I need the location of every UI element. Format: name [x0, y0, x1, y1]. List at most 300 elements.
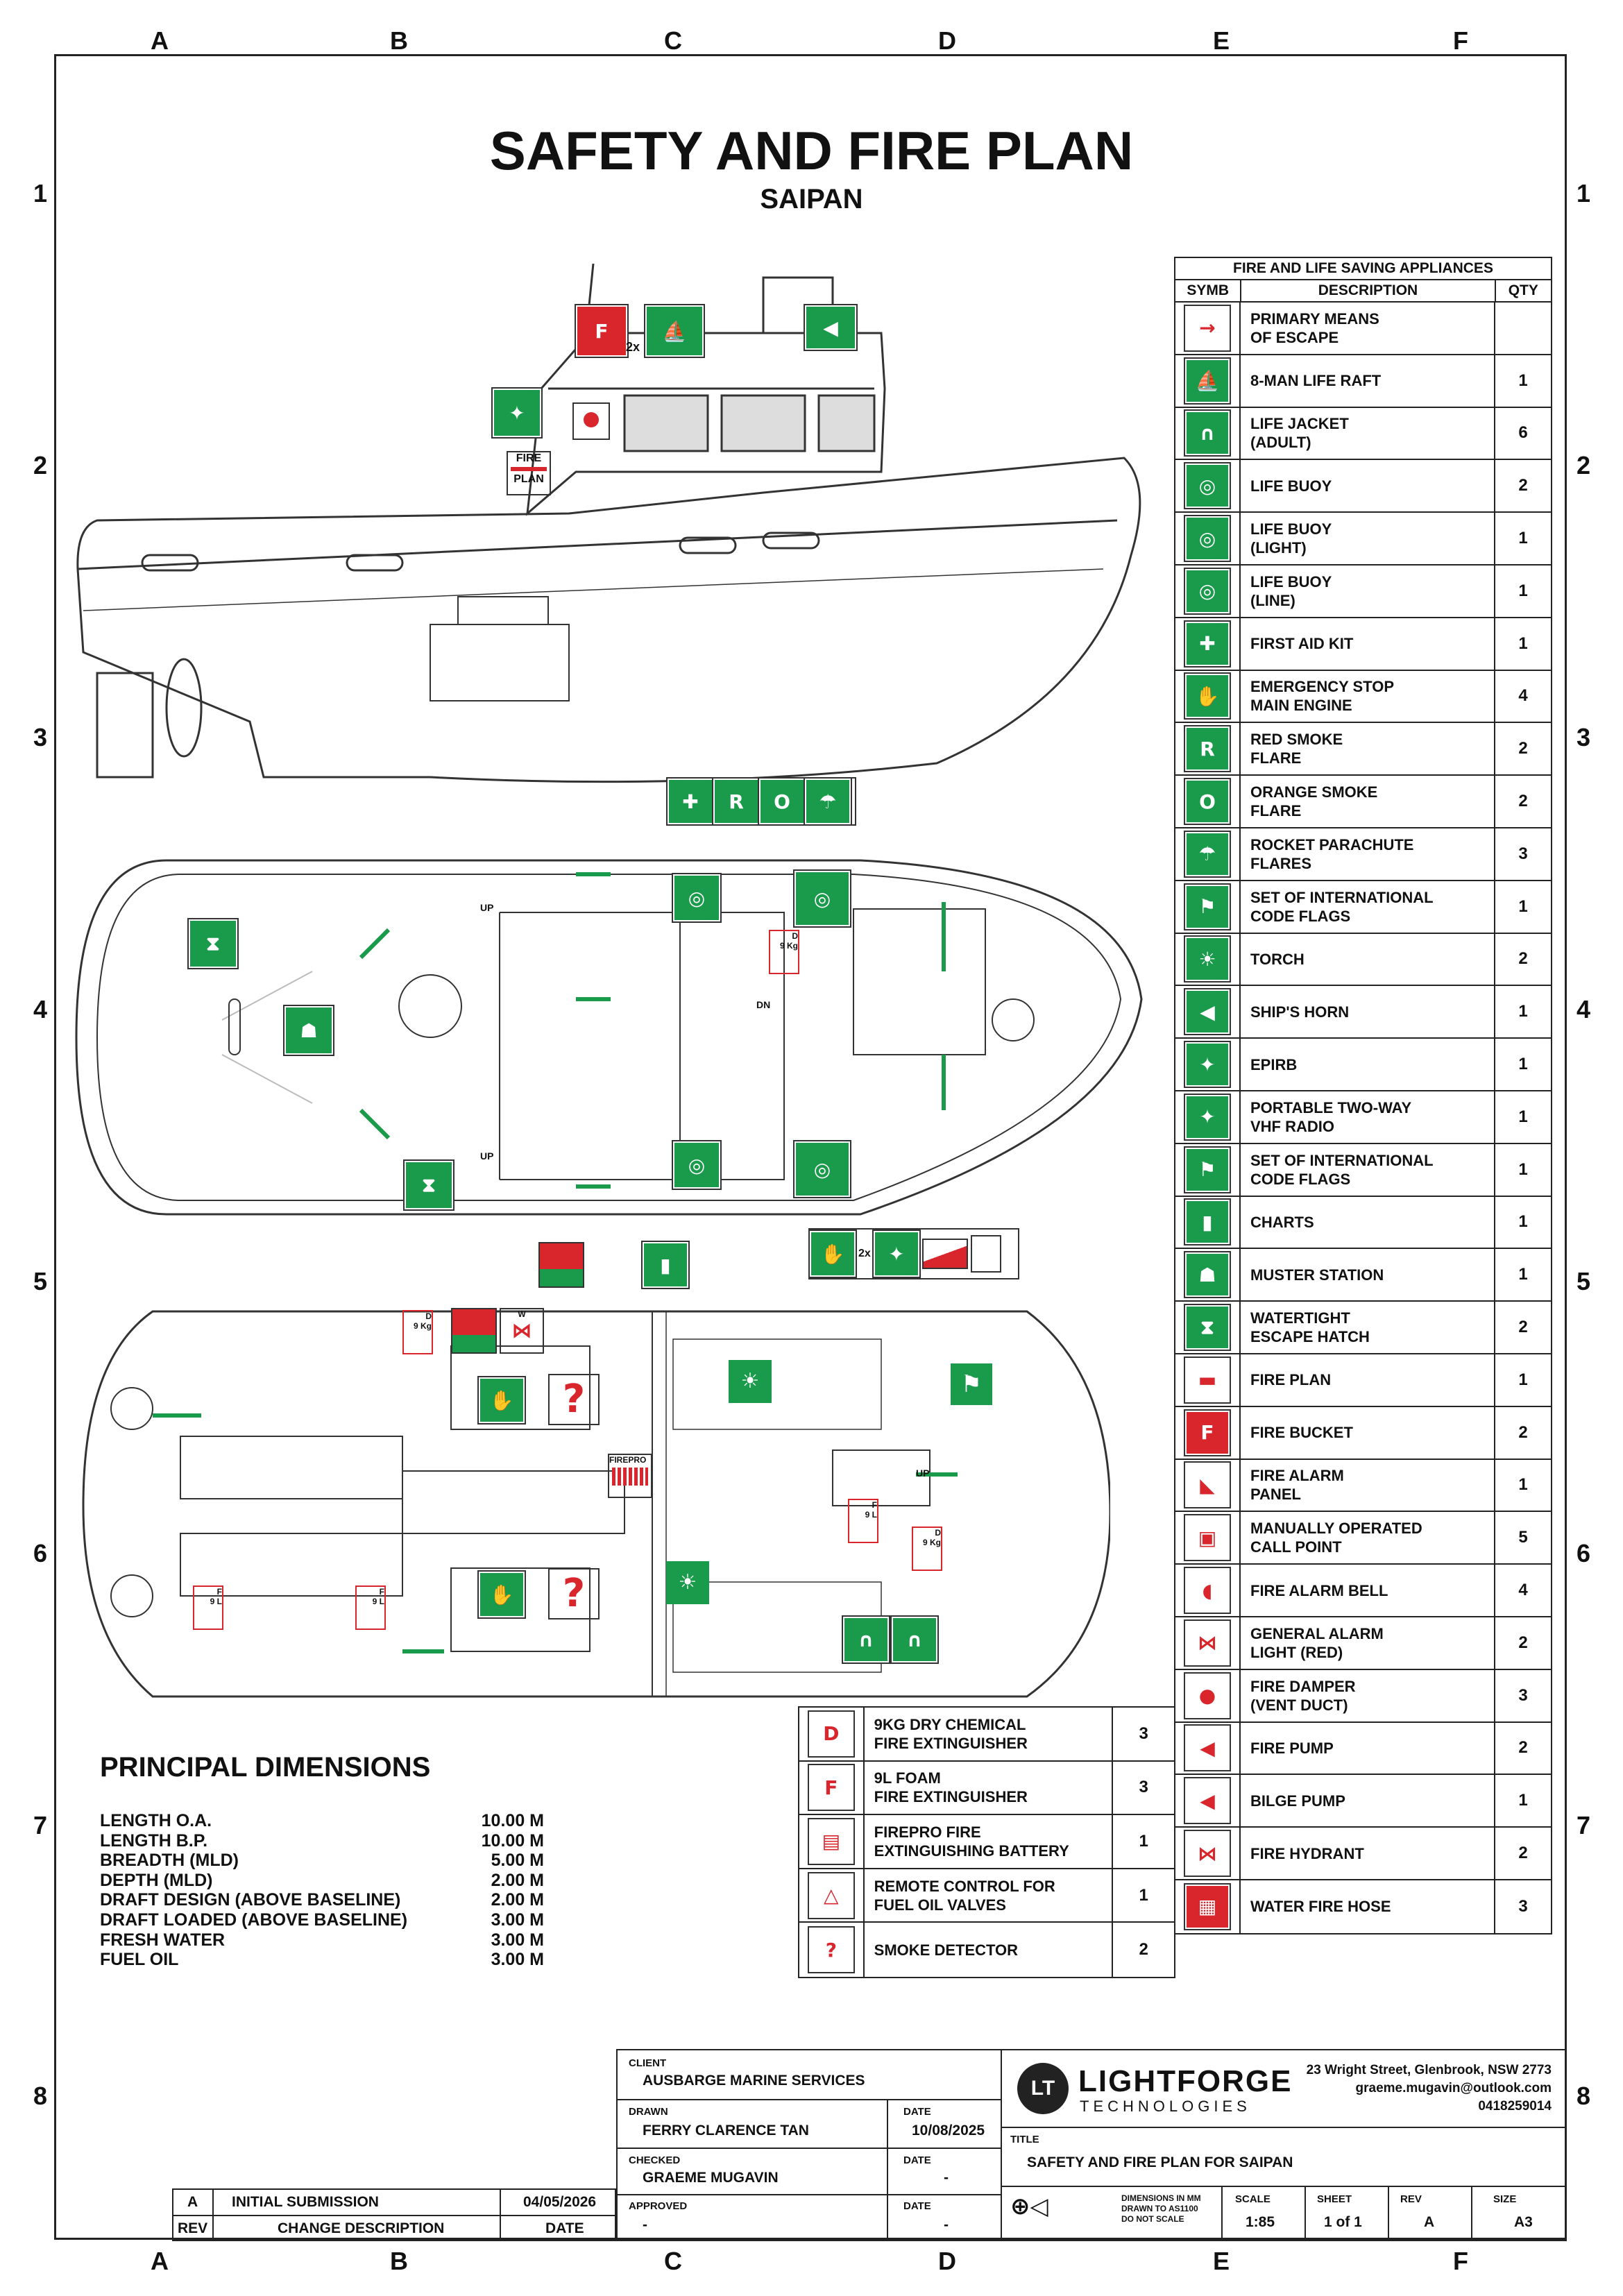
- legend-row: [799, 1869, 1175, 1923]
- legend-description: BILGE PUMP: [1241, 1775, 1495, 1826]
- extinguisher-f-icon: F 9 L: [848, 1499, 878, 1543]
- legend-symbol-cell: [1175, 303, 1241, 354]
- life-buoy-icon: ◎: [1185, 464, 1230, 508]
- legend-qty: 3: [1518, 1896, 1528, 1916]
- legend-description: GENERAL ALARM LIGHT (RED): [1241, 1617, 1495, 1669]
- legend-row: [1175, 934, 1551, 987]
- legend-row: [1175, 1828, 1551, 1880]
- dimension-label: DRAFT LOADED (ABOVE BASELINE): [100, 1910, 408, 1930]
- epirb-icon: ✦: [493, 389, 541, 437]
- arrow-icon: →: [1185, 306, 1230, 350]
- dimension-value: 2.00 M: [491, 1870, 544, 1890]
- dimension-value: 3.00 M: [491, 1930, 544, 1950]
- grid-letter: E: [1212, 2247, 1230, 2275]
- grid-number: 7: [1576, 1811, 1591, 1839]
- extinguisher-f-icon: F: [809, 1765, 853, 1810]
- grid-number: 4: [1576, 995, 1591, 1023]
- flag-icon: ⚑: [951, 1363, 992, 1405]
- title-label: TITLE: [1010, 2134, 1039, 2145]
- legend-description: FIRE BUCKET: [1241, 1407, 1495, 1459]
- extinguisher-f-icon: F 9 L: [355, 1585, 386, 1630]
- stair-up-label: UP: [480, 902, 494, 913]
- col-description: DESCRIPTION: [1241, 280, 1495, 301]
- appliances-legend-table: [1174, 257, 1552, 1934]
- grid-number: 2: [1576, 451, 1591, 479]
- legend-symbol-cell: [1175, 1302, 1241, 1353]
- dimension-row: [100, 1871, 544, 1891]
- life-buoy-line-icon: ◎: [673, 1141, 720, 1189]
- dimension-row: [100, 1930, 544, 1950]
- legend-row: [1175, 408, 1551, 461]
- extinguisher-d-icon: D: [809, 1712, 853, 1756]
- legend-row: [1175, 1880, 1551, 1933]
- legend-row: [1175, 1460, 1551, 1513]
- legend-row: [1175, 566, 1551, 618]
- legend-symbol-cell: [1175, 1144, 1241, 1196]
- life-buoy-icon: ◎: [794, 871, 850, 926]
- alarm-light-icon: ⋈: [1185, 1621, 1230, 1665]
- red-smoke-icon: R: [713, 779, 759, 824]
- legend-symbol-cell: [799, 1762, 865, 1814]
- grid-number: 7: [33, 1811, 48, 1839]
- legend-row: [1175, 513, 1551, 566]
- muster-icon: ☗: [1185, 1252, 1230, 1297]
- flare-kit-group: [666, 777, 856, 826]
- legend-row: [1175, 1091, 1551, 1144]
- life-buoy-line-icon: ◎: [1185, 569, 1230, 613]
- col-symb: SYMB: [1175, 280, 1241, 301]
- stair-up-label: UP: [916, 1468, 930, 1479]
- legend-qty: 4: [1518, 686, 1528, 706]
- legend-qty: 3: [1518, 844, 1528, 863]
- dimension-row: [100, 1831, 544, 1851]
- legend-row: [1175, 776, 1551, 828]
- company-address: 23 Wright Street, Glenbrook, NSW 2773: [1306, 2063, 1552, 2077]
- legend-symbol-cell: [1175, 723, 1241, 774]
- emergency-stop-icon: ✋: [810, 1231, 856, 1277]
- legend-row: [799, 1762, 1175, 1816]
- dimension-value: 5.00 M: [491, 1851, 544, 1871]
- legend-symbol-cell: [1175, 566, 1241, 617]
- dimension-row: [100, 1890, 544, 1910]
- legend-description: SET OF INTERNATIONAL CODE FLAGS: [1241, 881, 1495, 933]
- grid-number: 3: [33, 723, 48, 751]
- sheet-label: SHEET: [1317, 2193, 1352, 2205]
- grid-letter: F: [1453, 2247, 1468, 2275]
- fire-damper-icon: [572, 402, 610, 440]
- legend-qty: 2: [1518, 1633, 1528, 1652]
- legend-description: TORCH: [1241, 934, 1495, 985]
- legend-description: MANUALLY OPERATED CALL POINT: [1241, 1512, 1495, 1563]
- dimension-row: [100, 1910, 544, 1930]
- legend-qty: 3: [1113, 1708, 1175, 1760]
- legend-heading: FIRE AND LIFE SAVING APPLIANCES: [1175, 258, 1551, 280]
- legend-row: [1175, 828, 1551, 881]
- legend-description: FIRE DAMPER (VENT DUCT): [1241, 1670, 1495, 1721]
- dimension-value: 10.00 M: [481, 1811, 544, 1830]
- firepro-icon: ▤: [809, 1819, 853, 1864]
- company-logo-icon: LT: [1017, 2063, 1069, 2114]
- legend-description: SHIP'S HORN: [1241, 986, 1495, 1037]
- life-buoy-light-icon: ◎: [673, 874, 720, 921]
- drawn-label: DRAWN: [629, 2106, 668, 2118]
- company-email: graeme.mugavin@outlook.com: [1355, 2081, 1552, 2095]
- legend-row: [1175, 1670, 1551, 1723]
- fire-plan-sign: [507, 451, 551, 495]
- legend-description: 8-MAN LIFE RAFT: [1241, 355, 1495, 407]
- grid-letter: A: [151, 26, 169, 55]
- page-title: SAFETY AND FIRE PLAN: [489, 120, 1134, 181]
- legend-qty: 2: [1518, 476, 1528, 495]
- legend-row: [1175, 1302, 1551, 1354]
- legend-symbol-cell: [1175, 1512, 1241, 1563]
- legend-qty: 1: [1113, 1815, 1175, 1868]
- alarm-bell-icon: ◖: [1185, 1568, 1230, 1613]
- legend-row: [1175, 1565, 1551, 1617]
- grid-number: 5: [33, 1267, 48, 1295]
- stair-down-label: DN: [756, 999, 771, 1010]
- legend-qty: [1495, 303, 1551, 354]
- firepro-bars: [612, 1468, 648, 1486]
- legend-row: [1175, 1197, 1551, 1250]
- legend-qty: 6: [1518, 423, 1528, 443]
- life-raft-icon: ⛵: [1185, 359, 1230, 403]
- legend-row: [1175, 1617, 1551, 1670]
- alarm-panel-icon: [922, 1239, 968, 1269]
- legend-symbol-cell: [1175, 986, 1241, 1037]
- extinguisher-d-icon: D 9 Kg: [769, 930, 799, 974]
- emergency-stop-icon: ✋: [479, 1572, 525, 1617]
- client-label: CLIENT: [629, 2057, 667, 2069]
- legend-row: [1175, 355, 1551, 408]
- legend-qty: 2: [1518, 1422, 1528, 1442]
- dimension-row: [100, 1811, 544, 1831]
- legend-column-headers: [1175, 280, 1551, 303]
- legend-qty: 1: [1113, 1869, 1175, 1922]
- legend-description: FIRE PLAN: [1241, 1354, 1495, 1406]
- checked-date: -: [944, 2170, 949, 2186]
- legend-symbol-cell: [1175, 934, 1241, 985]
- legend-row: [799, 1708, 1175, 1762]
- legend-description: 9KG DRY CHEMICAL FIRE EXTINGUISHER: [865, 1708, 1114, 1760]
- grid-number: 6: [33, 1539, 48, 1567]
- muster-icon: ☗: [284, 1006, 333, 1055]
- life-jacket-icon: ∩: [843, 1617, 889, 1663]
- legend-row: [1175, 1144, 1551, 1197]
- legend-symbol-cell: [1175, 1880, 1241, 1933]
- principal-dimensions-title: PRINCIPAL DIMENSIONS: [100, 1752, 431, 1783]
- legend-symbol-cell: [1175, 513, 1241, 564]
- hatch-icon: ⧗: [405, 1161, 453, 1209]
- rev-label: REV: [1400, 2193, 1422, 2205]
- extinguisher-f-icon: F 9 L: [193, 1585, 223, 1630]
- revision-col-date: DATE: [545, 2220, 584, 2236]
- fire-plan-label-top: FIRE: [516, 452, 542, 464]
- dimension-row: [100, 1851, 544, 1871]
- grid-letter: F: [1453, 26, 1468, 55]
- legend-row: [1175, 671, 1551, 724]
- fire-hose-icon: ▦: [1185, 1885, 1230, 1929]
- orange-smoke-icon: O: [759, 779, 805, 824]
- horn-icon: ◀: [805, 305, 856, 350]
- legend-symbol-cell: [1175, 776, 1241, 827]
- legend-qty: 3: [1518, 1685, 1528, 1705]
- legend-symbol-cell: [1175, 881, 1241, 933]
- horn-icon: ◀: [1185, 989, 1230, 1034]
- approved-label: APPROVED: [629, 2200, 688, 2212]
- legend-description: SET OF INTERNATIONAL CODE FLAGS: [1241, 1144, 1495, 1196]
- first-aid-icon: ✚: [1185, 622, 1230, 666]
- fire-hose-icon: [451, 1308, 497, 1354]
- date-label: DATE: [903, 2154, 931, 2166]
- date-label: DATE: [903, 2200, 931, 2212]
- legend-row: [1175, 723, 1551, 776]
- life-jacket-group: [843, 1617, 937, 1663]
- dimension-label: LENGTH B.P.: [100, 1830, 208, 1851]
- scale-note: DIMENSIONS IN MM DRAWN TO AS1100 DO NOT SCALE: [1121, 2193, 1201, 2224]
- red-smoke-icon: R: [1185, 726, 1230, 771]
- charts-icon: ▮: [643, 1242, 688, 1288]
- legend-qty: 2: [1518, 1318, 1528, 1337]
- legend-description: MUSTER STATION: [1241, 1249, 1495, 1300]
- scale-value: 1:85: [1246, 2214, 1275, 2230]
- radio-icon: ✦: [874, 1231, 919, 1277]
- approved-by: -: [643, 2217, 647, 2233]
- first-aid-icon: ✚: [668, 779, 713, 824]
- grid-number: 4: [33, 995, 48, 1023]
- fire-hydrant-icon: [500, 1308, 544, 1354]
- legend-symbol-cell: [1175, 1249, 1241, 1300]
- legend-symbol-cell: [1175, 671, 1241, 722]
- dimension-value: 3.00 M: [491, 1910, 544, 1930]
- sheet-value: 1 of 1: [1324, 2214, 1362, 2230]
- call-point-icon: [971, 1235, 1001, 1273]
- scale-label: SCALE: [1235, 2193, 1271, 2205]
- hydrant-label: W: [518, 1309, 526, 1319]
- legend-row: [1175, 1723, 1551, 1776]
- fire-pump-icon: ◀: [1185, 1726, 1230, 1770]
- drawn-date: 10/08/2025: [912, 2123, 985, 2138]
- grid-letter: B: [390, 26, 408, 55]
- raft-qty-label: 2x: [626, 340, 640, 354]
- fire-plan-icon: ▬: [1185, 1358, 1230, 1402]
- alarm-panel-icon: ◣: [1185, 1463, 1230, 1507]
- torch-icon: ☀: [1185, 937, 1230, 981]
- size-label: SIZE: [1493, 2193, 1517, 2205]
- legend-row: [1175, 986, 1551, 1039]
- grid-number: 2: [33, 451, 48, 479]
- legend-qty: 2: [1518, 739, 1528, 758]
- legend-symbol-cell: [1175, 1617, 1241, 1669]
- dimension-value: 10.00 M: [481, 1830, 544, 1851]
- legend-row: [1175, 1354, 1551, 1407]
- legend-description: RED SMOKE FLARE: [1241, 723, 1495, 774]
- firepro-label: FIREPRO: [609, 1455, 647, 1465]
- legend-symbol-cell: [1175, 1723, 1241, 1774]
- legend-symbol-cell: [1175, 460, 1241, 511]
- smoke-detector-icon: ?: [548, 1374, 600, 1425]
- extinguisher-d-icon: D 9 Kg: [912, 1527, 942, 1571]
- firepro-icon: [608, 1454, 652, 1498]
- legend-description: ROCKET PARACHUTE FLARES: [1241, 828, 1495, 880]
- revision-col-rev: REV: [178, 2220, 208, 2236]
- drawn-by: FERRY CLARENCE TAN: [643, 2123, 809, 2138]
- checked-by: GRAEME MUGAVIN: [643, 2170, 779, 2186]
- fire-hydrant-icon: ⋈: [1185, 1831, 1230, 1876]
- revision-rev: A: [187, 2194, 198, 2210]
- legend-description: REMOTE CONTROL FOR FUEL OIL VALVES: [865, 1869, 1114, 1922]
- hatch-icon: ⧗: [189, 919, 237, 968]
- legend-row: [799, 1923, 1175, 1977]
- company-sub: TECHNOLOGIES: [1080, 2098, 1251, 2115]
- dimension-label: FUEL OIL: [100, 1950, 179, 1970]
- legend-qty: 2: [1113, 1923, 1175, 1977]
- legend-qty: 1: [1518, 529, 1528, 548]
- legend-symbol-cell: [1175, 1565, 1241, 1616]
- legend-qty: 1: [1518, 896, 1528, 916]
- legend-qty: 1: [1518, 1107, 1528, 1126]
- legend-row: [799, 1815, 1175, 1869]
- dimension-value: 2.00 M: [491, 1890, 544, 1910]
- legend-qty: 3: [1113, 1762, 1175, 1814]
- grid-letter: A: [151, 2247, 169, 2275]
- legend-symbol-cell: [799, 1869, 865, 1922]
- legend-row: [1175, 1512, 1551, 1565]
- rev-value: A: [1424, 2214, 1435, 2230]
- legend-qty: 1: [1518, 371, 1528, 390]
- legend-qty: 2: [1518, 792, 1528, 811]
- legend-description: LIFE BUOY (LIGHT): [1241, 513, 1495, 564]
- life-raft-icon: ⛵: [645, 305, 704, 357]
- grid-number: 8: [1576, 2082, 1591, 2110]
- legend-symbol-cell: [1175, 1091, 1241, 1143]
- legend-qty: 5: [1518, 1528, 1528, 1547]
- legend-row: [1175, 618, 1551, 671]
- legend-description: 9L FOAM FIRE EXTINGUISHER: [865, 1762, 1114, 1814]
- fire-bucket-icon: F: [1185, 1411, 1230, 1455]
- dimension-label: LENGTH O.A.: [100, 1811, 212, 1830]
- legend-description: PORTABLE TWO-WAY VHF RADIO: [1241, 1091, 1495, 1143]
- legend-symbol-cell: [799, 1923, 865, 1977]
- call-point-icon: ▣: [1185, 1515, 1230, 1560]
- grid-letter: B: [390, 2247, 408, 2275]
- fire-plan-stripe: [511, 467, 547, 471]
- legend-row: [1175, 1775, 1551, 1828]
- dimension-label: DRAFT DESIGN (ABOVE BASELINE): [100, 1890, 401, 1910]
- legend-symbol-cell: [1175, 1039, 1241, 1090]
- stair-up-label: UP: [480, 1150, 494, 1162]
- grid-number: 5: [1576, 1267, 1591, 1295]
- fire-bucket-icon: F: [576, 305, 627, 357]
- legend-qty: 2: [1518, 949, 1528, 969]
- main-deck-plan-drawing: [69, 777, 1152, 1228]
- legend-qty: 1: [1518, 581, 1528, 600]
- legend-qty: 1: [1518, 1002, 1528, 1021]
- col-qty: QTY: [1508, 282, 1538, 298]
- title-block: [616, 2049, 1567, 2241]
- client-name: AUSBARGE MARINE SERVICES: [643, 2073, 865, 2089]
- legend-description: WATER FIRE HOSE: [1241, 1880, 1495, 1933]
- parachute-icon: ☂: [1185, 832, 1230, 876]
- legend-description: FIRE HYDRANT: [1241, 1828, 1495, 1879]
- legend-description: FIRE PUMP: [1241, 1723, 1495, 1774]
- legend-symbol-cell: [1175, 1828, 1241, 1879]
- grid-letter: E: [1212, 26, 1230, 55]
- life-jacket-icon: ∩: [892, 1617, 937, 1663]
- fire-damper-icon: ●: [1185, 1674, 1230, 1718]
- radio-qty-label: 2x: [858, 1248, 871, 1259]
- extinguisher-legend-table: [798, 1706, 1175, 1978]
- legend-description: ORANGE SMOKE FLARE: [1241, 776, 1495, 827]
- legend-row: [1175, 1407, 1551, 1460]
- dimension-label: FRESH WATER: [100, 1930, 226, 1950]
- legend-rows: [1175, 303, 1551, 1933]
- legend-qty: 1: [1518, 1791, 1528, 1810]
- date-label: DATE: [903, 2106, 931, 2118]
- grid-letter: D: [938, 2247, 956, 2275]
- epirb-icon: ✦: [1185, 1042, 1230, 1087]
- torch-icon: ☀: [729, 1360, 772, 1403]
- life-buoy-light-icon: ◎: [1185, 516, 1230, 561]
- legend-qty: 4: [1518, 1581, 1528, 1600]
- revision-table: [172, 2188, 616, 2241]
- smoke-detector-icon: ?: [809, 1928, 853, 1972]
- legend-description: WATERTIGHT ESCAPE HATCH: [1241, 1302, 1495, 1353]
- legend-description: LIFE JACKET (ADULT): [1241, 408, 1495, 459]
- life-jacket-icon: ∩: [1185, 411, 1230, 455]
- smoke-detector-icon: ?: [548, 1568, 600, 1619]
- fuel-valve-icon: △: [809, 1873, 853, 1918]
- life-buoy-icon: ◎: [794, 1141, 850, 1197]
- legend-symbol-cell: [799, 1708, 865, 1760]
- legend-row: [1175, 460, 1551, 513]
- grid-number: 1: [1576, 179, 1591, 207]
- legend-description: SMOKE DETECTOR: [865, 1923, 1114, 1977]
- legend-qty: 1: [1518, 1055, 1528, 1074]
- legend-description: LIFE BUOY: [1241, 460, 1495, 511]
- legend-row: [1175, 303, 1551, 355]
- emergency-stop-icon: ✋: [479, 1377, 525, 1423]
- dimension-label: DEPTH (MLD): [100, 1870, 213, 1890]
- torch-icon: ☀: [666, 1561, 709, 1604]
- legend-qty: 2: [1518, 1844, 1528, 1862]
- flag-icon: ⚑: [1185, 885, 1230, 929]
- legend-qty: 1: [1518, 633, 1528, 653]
- revision-col-desc: CHANGE DESCRIPTION: [278, 2220, 445, 2236]
- legend-symbol-cell: [1175, 1354, 1241, 1406]
- projection-icon: ⊕◁: [1010, 2193, 1048, 2220]
- legend-qty: 1: [1518, 1159, 1528, 1179]
- grid-number: 6: [1576, 1539, 1591, 1567]
- fire-hose-icon: [538, 1242, 584, 1288]
- legend-row: [1175, 1249, 1551, 1302]
- legend-description: CHARTS: [1241, 1197, 1495, 1248]
- revision-description: INITIAL SUBMISSION: [232, 2194, 379, 2210]
- emergency-stop-icon: ✋: [1185, 674, 1230, 718]
- legend-description: FIRST AID KIT: [1241, 618, 1495, 670]
- legend-qty: 1: [1518, 1370, 1528, 1389]
- legend-symbol-cell: [1175, 1407, 1241, 1459]
- hatch-icon: ⧗: [1185, 1305, 1230, 1350]
- legend-description: LIFE BUOY (LINE): [1241, 566, 1495, 617]
- legend-description: PRIMARY MEANS OF ESCAPE: [1241, 303, 1495, 354]
- legend-symbol-cell: [1175, 618, 1241, 670]
- legend-symbol-cell: [1175, 1670, 1241, 1721]
- extinguisher-d-icon: D 9 Kg: [402, 1310, 433, 1354]
- legend-symbol-cell: [1175, 1775, 1241, 1826]
- legend-description: FIRE ALARM PANEL: [1241, 1460, 1495, 1511]
- legend-symbol-cell: [1175, 355, 1241, 407]
